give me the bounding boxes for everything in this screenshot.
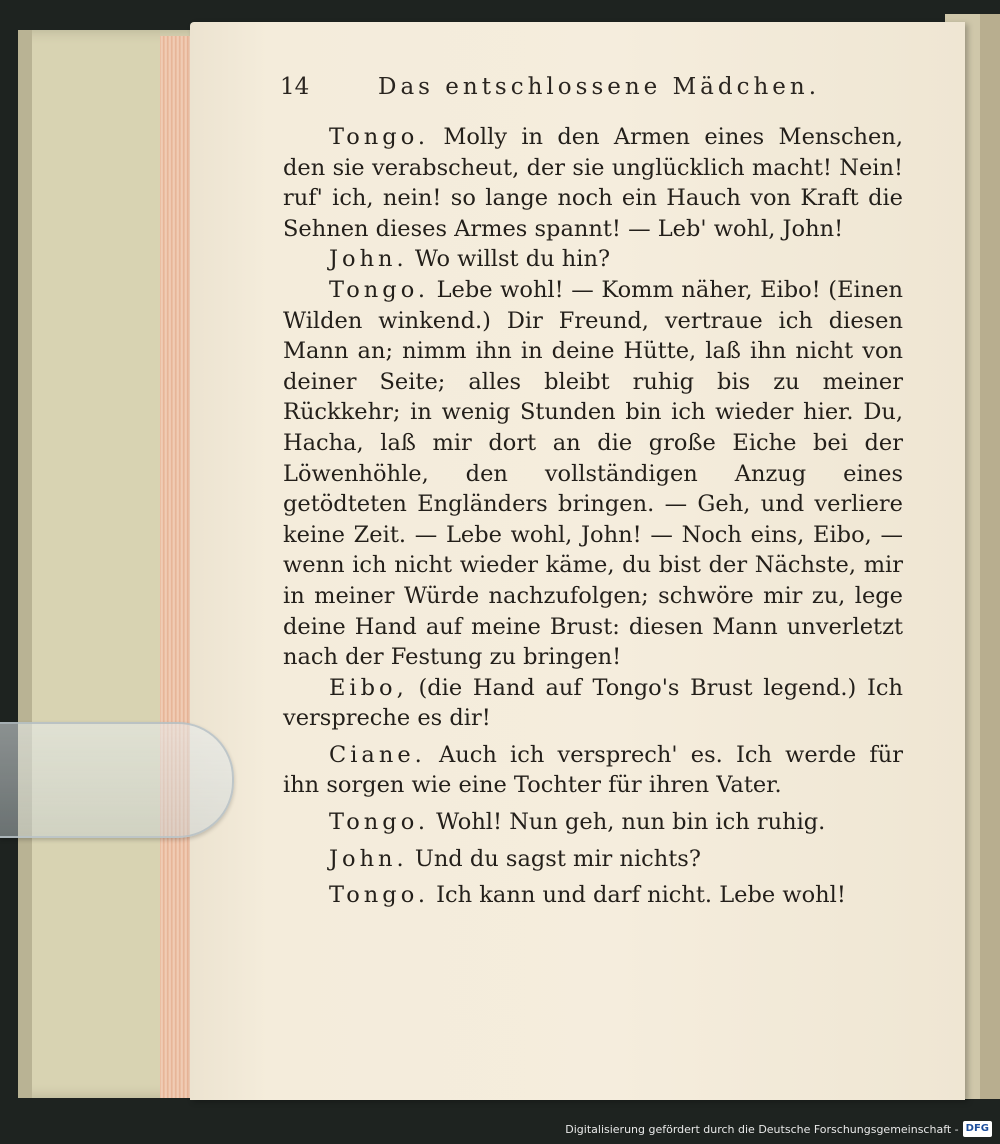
dfg-logo-icon: DFG [963,1121,992,1137]
page-header [280,74,920,108]
speaker-name: John. [329,845,408,872]
dialogue-paragraph [283,244,903,275]
dialogue-paragraph [283,844,903,875]
dialogue-paragraph [283,275,903,673]
dialogue-paragraph [283,122,903,244]
speaker-name: Eibo, [329,674,408,701]
speaker-name: Tongo. [329,809,430,836]
dialogue-text: Wo willst du hin? [407,246,611,273]
speaker-name: Tongo. [329,276,430,303]
dialogue-text: Auch ich versprech' es. Ich werde für ihn sorgen wie eine Tochter für ihren Vater. [283,741,903,799]
dialogue-text: Lebe wohl! — Komm näher, Eibo! (Einen Wilden winkend.) Dir Freund, vertraue ich diesen Mann an; nimm ihn in deine Hütte, laß ihn nicht von deiner Seite; alles bleibt ruhig bis zu meiner Rückkehr; in wenig Stunden bin ich wieder hier. Du, Hacha, laß mir dort an die große Eiche bei der Löwenhöhle, den vollständigen Anzug eines getödteten Engländers bringen. — Geh, und verliere keine Zeit. — Lebe wohl, John! — Noch eins, Eibo, — wenn ich nicht wieder käme, du bist der Nächste, mir in meiner Würde nachzufolgen; schwöre mir zu, lege deine Hand auf meine Brust: diesen Mann unverletzt nach der Festung zu bringen! [283,276,903,671]
running-title: Das entschlossene Mädchen. [378,74,821,100]
dialogue-text: Und du sagst mir nichts? [407,845,701,872]
dialogue-paragraph [283,880,903,911]
speaker-name: John. [329,246,408,273]
dialogue-paragraph [283,807,903,838]
dialogue-text: Molly in den Armen eines Menschen, den sie verabscheut, der sie unglücklich macht! Nein! ruf' ich, nein! so lange noch ein Hauch von Kraft die Sehnen dieses Armes spannt! — Leb' wohl, John! [283,124,903,242]
page-number: 14 [280,74,310,100]
dialogue-text: (die Hand auf Tongo's Brust legend.) Ich verspreche es dir! [283,674,903,732]
speaker-name: Tongo. [329,124,430,150]
page-holder-clip [0,722,234,838]
speaker-name: Tongo. [329,882,430,909]
speaker-name: Ciane. [329,741,426,768]
book-cover-edge [18,30,32,1098]
page-text [283,122,903,911]
funding-credit: Digitalisierung gefördert durch die Deutsche Forschungsgemeinschaft - [565,1122,959,1136]
book-cover-right-inner [980,14,1000,1099]
dialogue-paragraph [283,740,903,801]
dialogue-paragraph [283,673,903,734]
dialogue-text: Ich kann und darf nicht. Lebe wohl! [429,882,846,909]
footer-credit [565,1118,992,1140]
dialogue-text: Wohl! Nun geh, nun bin ich ruhig. [429,809,826,836]
